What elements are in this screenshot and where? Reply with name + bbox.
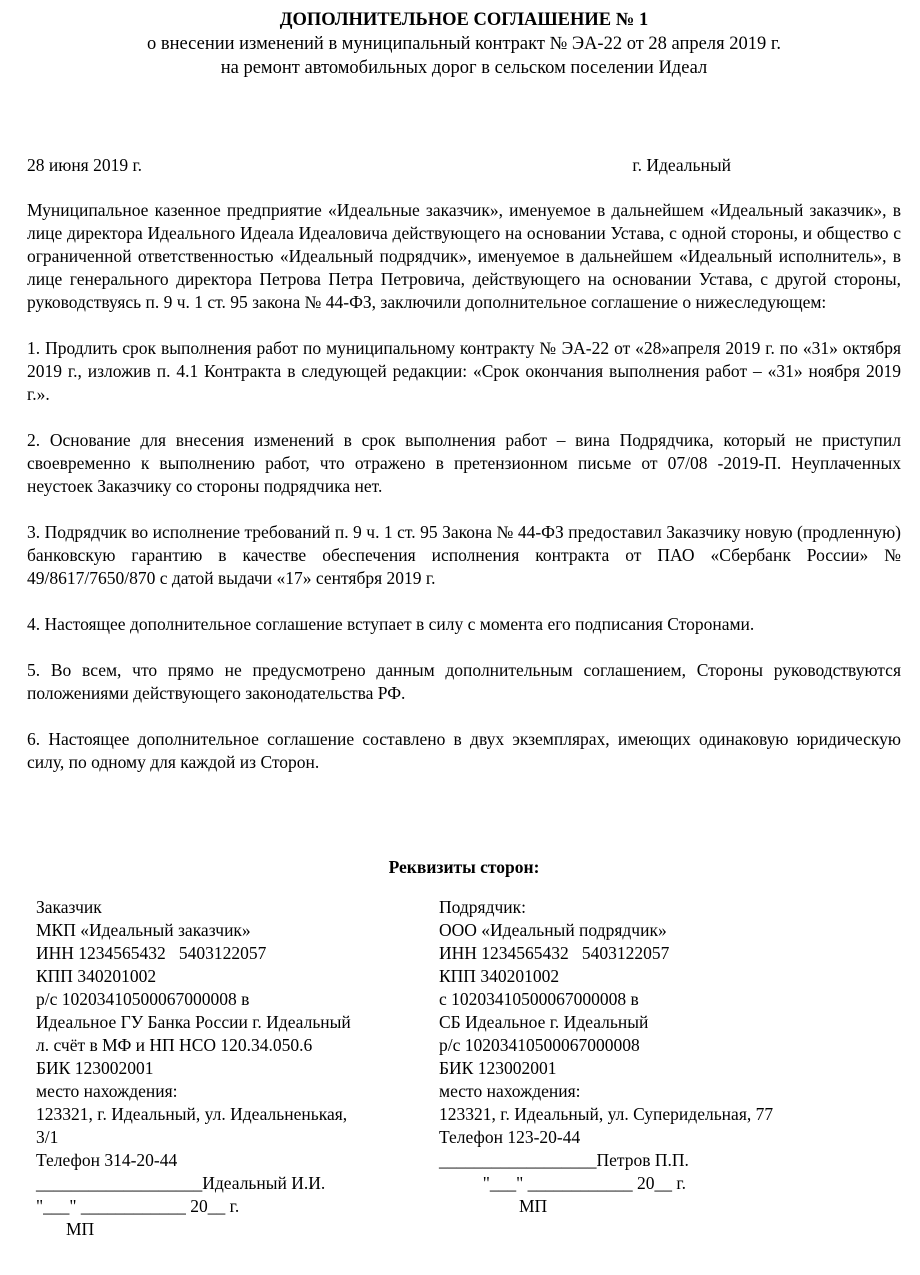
contractor-stamp: МП xyxy=(519,1196,548,1216)
contractor-line: Телефон 123-20-44 xyxy=(439,1127,581,1147)
contractor-line: СБ Идеальное г. Идеальный xyxy=(439,1012,649,1032)
customer-signature-line: ___________________Идеальный И.И. xyxy=(36,1173,326,1193)
contractor-line: КПП 340201002 xyxy=(439,966,560,986)
customer-line: Заказчик xyxy=(36,897,102,917)
contractor-signature-line: __________________Петров П.П. xyxy=(439,1150,689,1170)
contractor-requisites xyxy=(436,896,899,1241)
document-title: ДОПОЛНИТЕЛЬНОЕ СОГЛАШЕНИЕ № 1 xyxy=(279,10,649,30)
contractor-line: ООО «Идеальный подрядчик» xyxy=(439,920,667,940)
contractor-line: с 10203410500067000008 в xyxy=(439,989,639,1009)
customer-line: Телефон 314-20-44 xyxy=(36,1150,178,1170)
customer-line: Идеальное ГУ Банка России г. Идеальный xyxy=(36,1012,351,1032)
customer-line: р/с 10203410500067000008 в xyxy=(36,989,250,1009)
requisites-columns xyxy=(27,896,901,1241)
contractor-line: БИК 123002001 xyxy=(439,1058,557,1078)
customer-requisites xyxy=(27,896,436,1241)
document-subtitle-1: о внесении изменений в муниципальный контракт № ЭА-22 от 28 апреля 2019 г. xyxy=(146,34,782,54)
customer-stamp: МП xyxy=(66,1219,95,1239)
customer-line: место нахождения: xyxy=(36,1081,178,1101)
item-3: 3. Подрядчик во исполнение требований п. 9 ч. 1 ст. 95 Закона № 44-ФЗ предоставил Заказчику новую (продленную) банковскую гарантию в качестве обеспечения исполнения контракта от ПАО «Сбербанк России» № 49/8617/7650/870 с датой выдачи «17» сентября 2019 г. xyxy=(27,522,901,588)
customer-line: л. счёт в МФ и НП НСО 120.34.050.6 xyxy=(36,1035,313,1055)
contractor-line: 123321, г. Идеальный, ул. Суперидельная, 77 xyxy=(439,1104,774,1124)
item-1: 1. Продлить срок выполнения работ по муниципальному контракту № ЭА-22 от «28»апреля 2019 г. по «31» октября 2019 г., изложив п. 4.1 Контракта в следующей редакции: «Срок окончания выполнения работ – «31» ноября 2019 г.». xyxy=(27,338,901,404)
requisites-title: Реквизиты сторон: xyxy=(388,857,540,877)
contractor-line: место нахождения: xyxy=(439,1081,581,1101)
customer-line: КПП 340201002 xyxy=(36,966,157,986)
item-5: 5. Во всем, что прямо не предусмотрено данным дополнительным соглашением, Стороны руководствуются положениями действующего законодательства РФ. xyxy=(27,660,901,703)
customer-line: БИК 123002001 xyxy=(36,1058,154,1078)
contractor-line: Подрядчик: xyxy=(439,897,527,917)
item-2: 2. Основание для внесения изменений в срок выполнения работ – вина Подрядчика, который не приступил своевременно к выполнению работ, что отражено в претензионном письме от 07/08 -2019-П. Неуплаченных неустоек Заказчику со стороны подрядчика нет. xyxy=(27,430,901,496)
preamble: Муниципальное казенное предприятие «Идеальные заказчик», именуемое в дальнейшем «Идеальный заказчик», в лице директора Идеального Идеала Идеаловича действующего на основании Устава, с одной стороны, и общество с ограниченной ответственностью «Идеальный подрядчик», именуемое в дальнейшем «Идеальный исполнитель», в лице генерального директора Петрова Петра Петровича, действующего на основании Устава, с другой стороны, руководствуясь п. 9 ч. 1 ст. 95 закона № 44-ФЗ, заключили дополнительное соглашение о нижеследующем: xyxy=(27,200,901,312)
date-city-line xyxy=(27,154,901,177)
document-city: г. Идеальный xyxy=(632,155,731,175)
document-date: 28 июня 2019 г. xyxy=(27,155,143,175)
document-page xyxy=(27,8,901,1241)
item-4: 4. Настоящее дополнительное соглашение вступает в силу с момента его подписания Сторонами. xyxy=(27,614,755,634)
customer-line: 123321, г. Идеальный, ул. Идеальненькая, xyxy=(36,1104,348,1124)
customer-line: ИНН 1234565432 5403122057 xyxy=(36,943,267,963)
contractor-line: ИНН 1234565432 5403122057 xyxy=(439,943,670,963)
customer-line: МКП «Идеальный заказчик» xyxy=(36,920,251,940)
customer-line: 3/1 xyxy=(36,1127,59,1147)
customer-date-line: "___" ____________ 20__ г. xyxy=(36,1196,240,1216)
document-subtitle-2: на ремонт автомобильных дорог в сельском поселении Идеал xyxy=(220,58,708,78)
item-6: 6. Настоящее дополнительное соглашение составлено в двух экземплярах, имеющих одинаковую юридическую силу, по одному для каждой из Сторон. xyxy=(27,729,901,772)
contractor-date-line: "___" ____________ 20__ г. xyxy=(439,1173,686,1193)
contractor-line: р/с 10203410500067000008 xyxy=(439,1035,640,1055)
